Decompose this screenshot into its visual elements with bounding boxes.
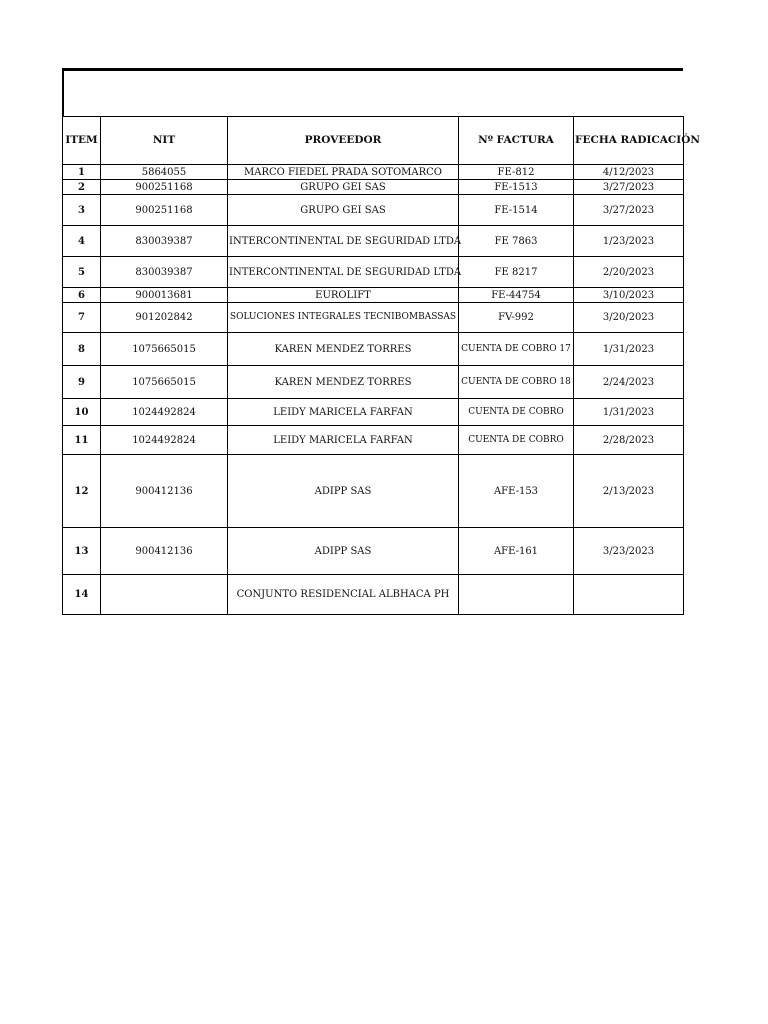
cell-proveedor: GRUPO GEI SAS xyxy=(228,180,459,195)
cell-item: 5 xyxy=(63,257,101,288)
cell-fecha: 2/28/2023 xyxy=(574,426,684,455)
cell-fecha: 3/20/2023 xyxy=(574,303,684,333)
cell-factura: CUENTA DE COBRO xyxy=(459,399,574,426)
cell-nit: 900013681 xyxy=(101,288,228,303)
cell-proveedor: ADIPP SAS xyxy=(228,455,459,528)
cell-factura: CUENTA DE COBRO 17 xyxy=(459,333,574,366)
cell-fecha: 3/10/2023 xyxy=(574,288,684,303)
cell-item: 7 xyxy=(63,303,101,333)
cell-proveedor: LEIDY MARICELA FARFAN xyxy=(228,426,459,455)
cell-factura: FE 7863 xyxy=(459,226,574,257)
cell-proveedor: MARCO FIEDEL PRADA SOTOMARCO xyxy=(228,165,459,180)
cell-proveedor: INTERCONTINENTAL DE SEGURIDAD LTDA xyxy=(228,257,459,288)
cell-factura: FE-1514 xyxy=(459,195,574,226)
header-nit: NIT xyxy=(101,117,228,165)
table-row xyxy=(63,333,684,366)
cell-item: 12 xyxy=(63,455,101,528)
cell-fecha: 1/23/2023 xyxy=(574,226,684,257)
cell-proveedor: KAREN MENDEZ TORRES xyxy=(228,333,459,366)
table-row xyxy=(63,303,684,333)
cell-fecha: 2/24/2023 xyxy=(574,366,684,399)
cell-proveedor: EUROLIFT xyxy=(228,288,459,303)
cell-factura xyxy=(459,575,574,615)
header-factura: Nº FACTURA xyxy=(459,117,574,165)
cell-nit: 900412136 xyxy=(101,455,228,528)
cell-fecha: 3/23/2023 xyxy=(574,528,684,575)
table-row xyxy=(63,426,684,455)
cell-item: 9 xyxy=(63,366,101,399)
table-row xyxy=(63,366,684,399)
cell-factura: CUENTA DE COBRO 18 xyxy=(459,366,574,399)
header-proveedor: PROVEEDOR xyxy=(228,117,459,165)
cell-nit: 1075665015 xyxy=(101,366,228,399)
cell-item: 8 xyxy=(63,333,101,366)
table-row xyxy=(63,399,684,426)
table-row xyxy=(63,226,684,257)
table-row xyxy=(63,195,684,226)
cell-factura: FE 8217 xyxy=(459,257,574,288)
header-fecha: FECHA RADICACIÓN xyxy=(574,117,684,165)
cell-fecha: 4/12/2023 xyxy=(574,165,684,180)
cell-proveedor: LEIDY MARICELA FARFAN xyxy=(228,399,459,426)
cell-proveedor: ADIPP SAS xyxy=(228,528,459,575)
header-row xyxy=(63,117,684,165)
cell-fecha: 1/31/2023 xyxy=(574,333,684,366)
cell-nit: 1075665015 xyxy=(101,333,228,366)
cell-fecha: 2/13/2023 xyxy=(574,455,684,528)
cell-item: 11 xyxy=(63,426,101,455)
header-item: ITEM xyxy=(63,117,101,165)
cell-nit: 901202842 xyxy=(101,303,228,333)
cell-item: 13 xyxy=(63,528,101,575)
cell-nit: 900251168 xyxy=(101,195,228,226)
cell-proveedor: KAREN MENDEZ TORRES xyxy=(228,366,459,399)
cell-nit: 900251168 xyxy=(101,180,228,195)
cell-factura: AFE-161 xyxy=(459,528,574,575)
cell-fecha: 1/31/2023 xyxy=(574,399,684,426)
cell-proveedor: GRUPO GEI SAS xyxy=(228,195,459,226)
cell-nit xyxy=(101,575,228,615)
cell-fecha xyxy=(574,575,684,615)
cell-item: 3 xyxy=(63,195,101,226)
cell-fecha: 3/27/2023 xyxy=(574,180,684,195)
title-area xyxy=(62,71,683,116)
table-row xyxy=(63,575,684,615)
cell-fecha: 3/27/2023 xyxy=(574,195,684,226)
cell-factura: FE-1513 xyxy=(459,180,574,195)
cell-item: 10 xyxy=(63,399,101,426)
cell-item: 1 xyxy=(63,165,101,180)
invoice-table xyxy=(62,116,700,615)
cell-nit: 5864055 xyxy=(101,165,228,180)
table-row xyxy=(63,165,684,180)
cell-item: 14 xyxy=(63,575,101,615)
cell-proveedor: SOLUCIONES INTEGRALES TECNIBOMBASSAS xyxy=(228,303,459,333)
cell-item: 6 xyxy=(63,288,101,303)
cell-fecha: 2/20/2023 xyxy=(574,257,684,288)
cell-factura: FV-992 xyxy=(459,303,574,333)
cell-factura: FE-812 xyxy=(459,165,574,180)
table-row xyxy=(63,455,684,528)
cell-nit: 830039387 xyxy=(101,226,228,257)
cell-factura: FE-44754 xyxy=(459,288,574,303)
cell-item: 4 xyxy=(63,226,101,257)
cell-factura: CUENTA DE COBRO xyxy=(459,426,574,455)
cell-nit: 1024492824 xyxy=(101,426,228,455)
cell-nit: 1024492824 xyxy=(101,399,228,426)
cell-factura: AFE-153 xyxy=(459,455,574,528)
cell-proveedor: CONJUNTO RESIDENCIAL ALBHACA PH xyxy=(228,575,459,615)
table-row xyxy=(63,288,684,303)
cell-nit: 900412136 xyxy=(101,528,228,575)
cell-item: 2 xyxy=(63,180,101,195)
table-row xyxy=(63,528,684,575)
cell-nit: 830039387 xyxy=(101,257,228,288)
table-row xyxy=(63,180,684,195)
table-row xyxy=(63,257,684,288)
cell-proveedor: INTERCONTINENTAL DE SEGURIDAD LTDA xyxy=(228,226,459,257)
